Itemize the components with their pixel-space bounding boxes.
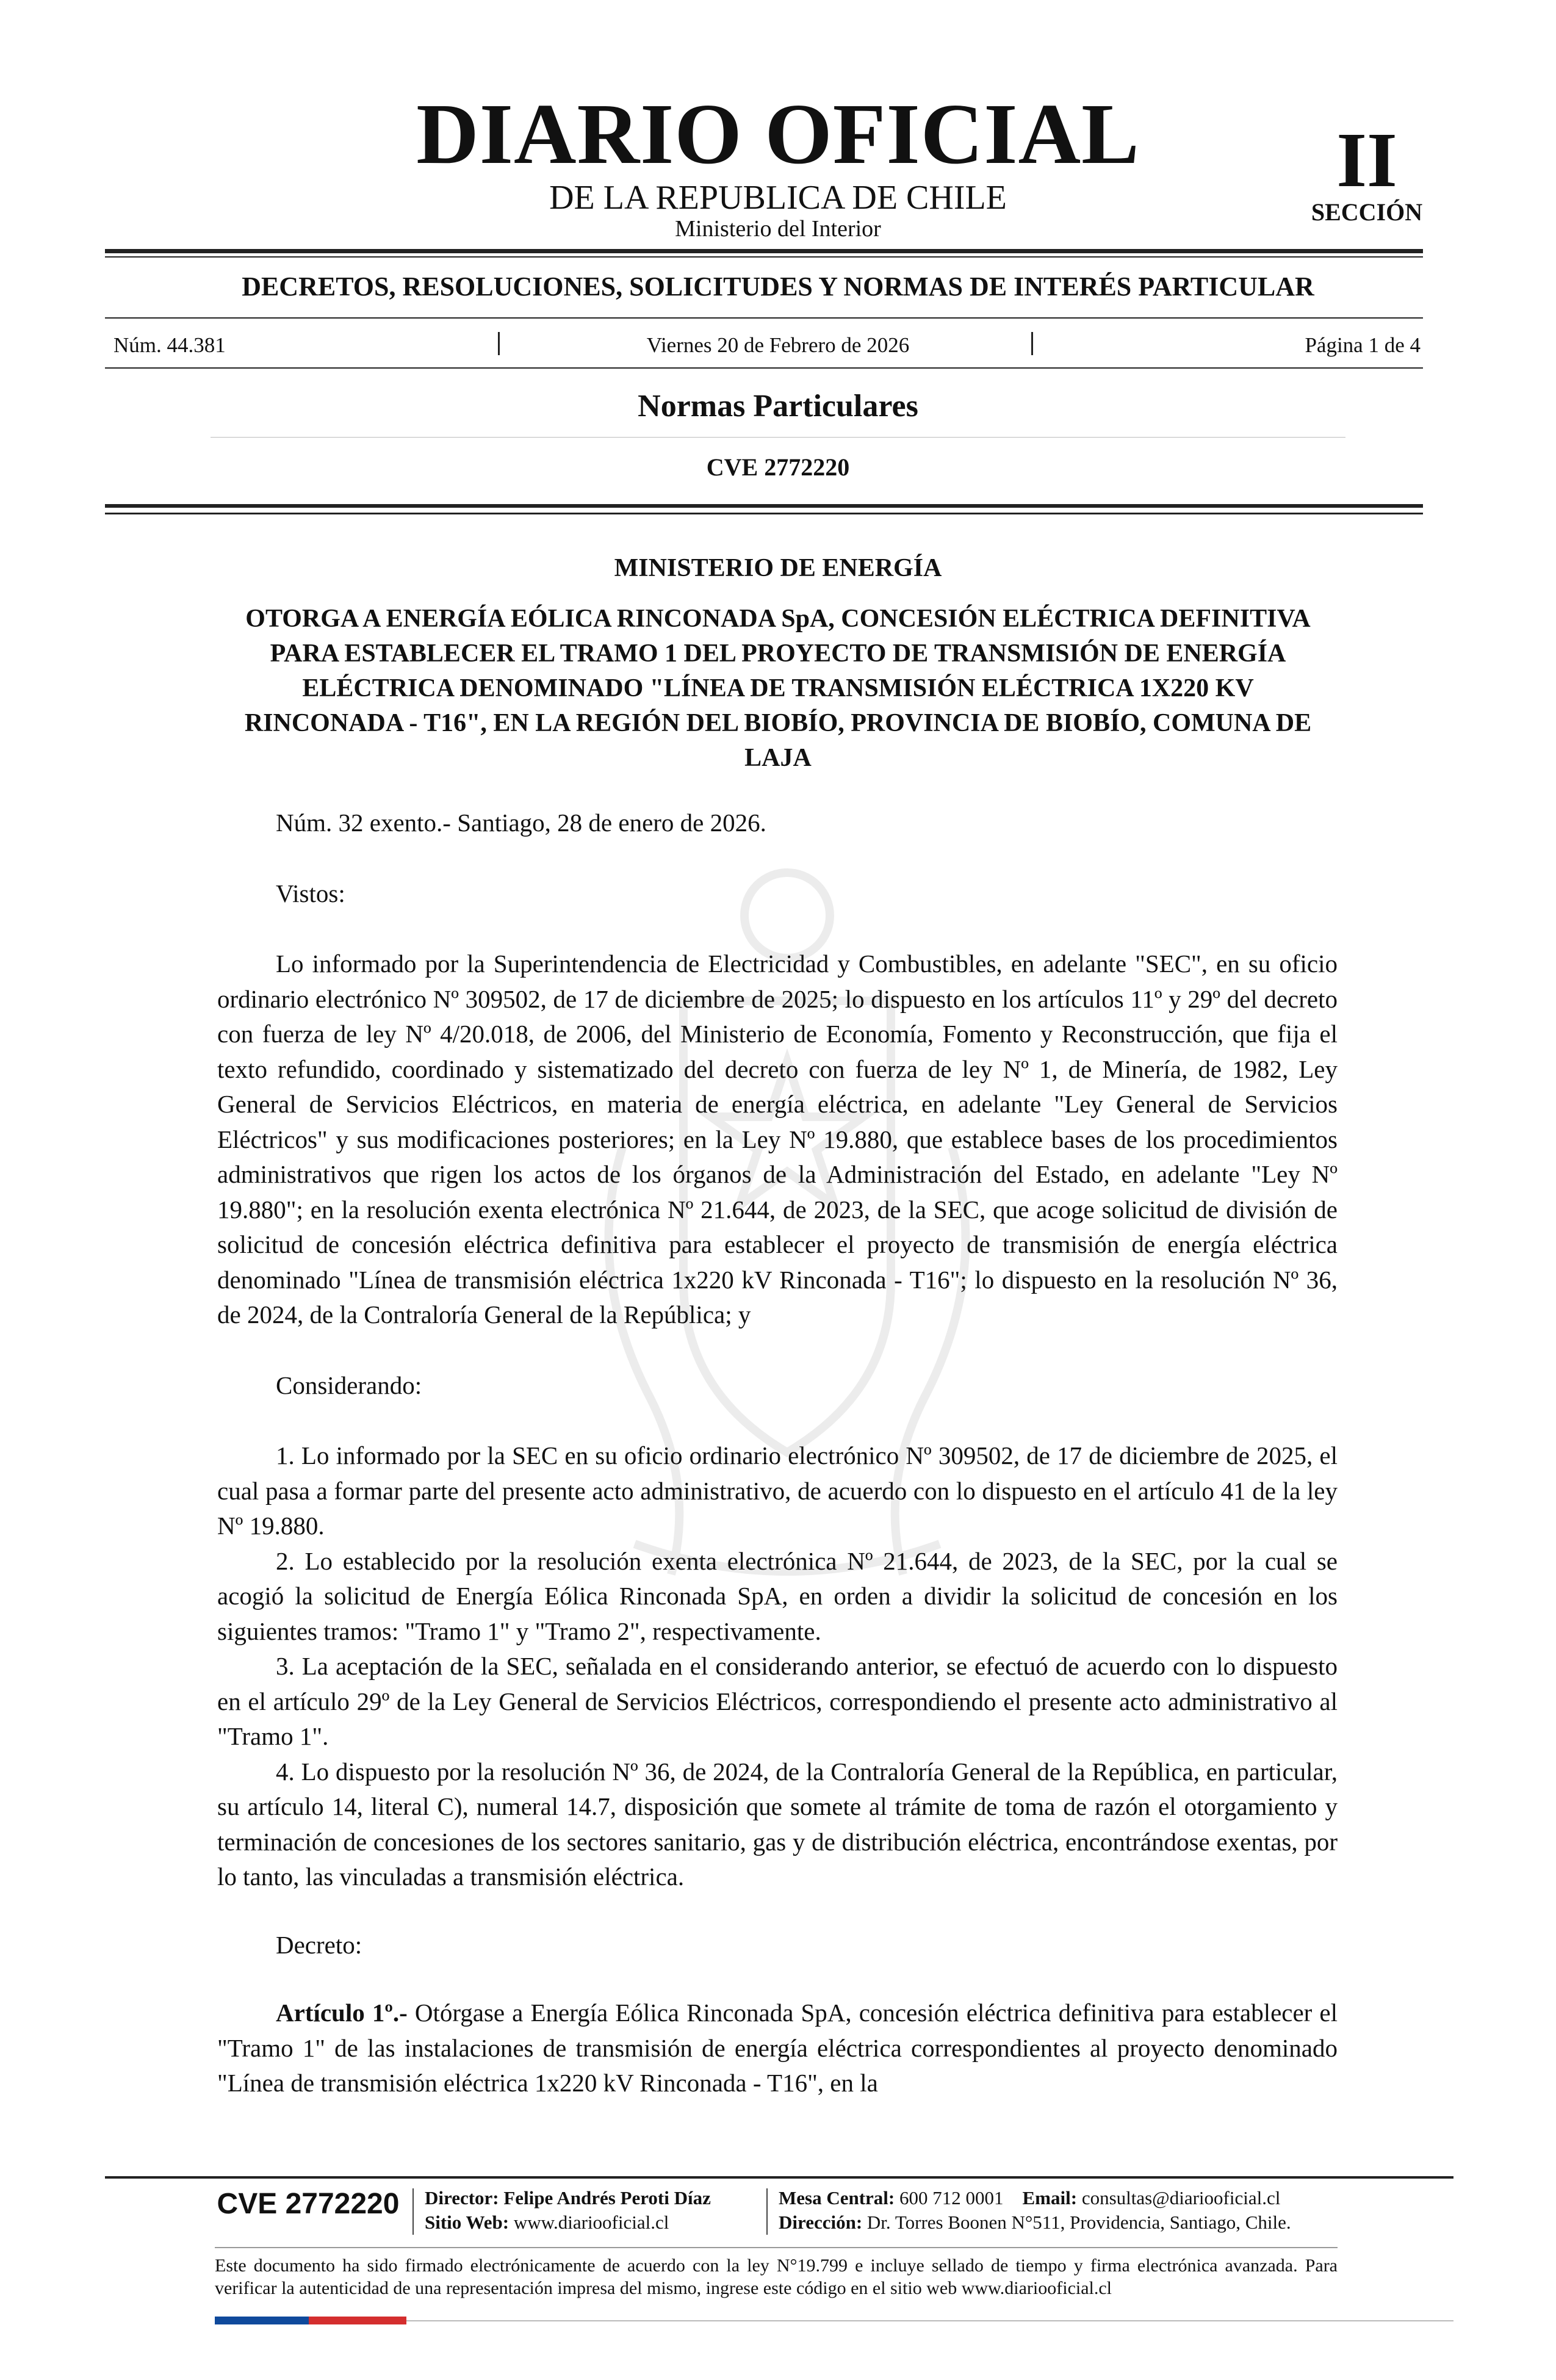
- decreto-label: Decreto:: [276, 1930, 362, 1959]
- address-label: Dirección:: [779, 2212, 863, 2233]
- vistos-label: Vistos:: [276, 879, 345, 907]
- masthead-rule-thick: [105, 249, 1423, 253]
- site-label: Sitio Web:: [425, 2212, 510, 2233]
- decree-ministry: MINISTERIO DE ENERGÍA: [614, 554, 942, 582]
- flag-stripe-red: [309, 2317, 406, 2324]
- footer-cve-code: CVE 2772220: [217, 2188, 400, 2220]
- article-1-heading: Artículo 1º.-: [276, 1999, 408, 2027]
- vistos-paragraph: Lo informado por la Superintendencia de Electricidad y Combustibles, en adelante "SEC", en su oficio ordinario electrónico Nº 309502, de 17 de diciembre de 2025; lo dispuesto en los artículos 11º y 29º del decreto con fuerza de ley Nº 4/20.018, de 2006, del Ministerio de Economía, Fomento y Reconstrucción, que fija el texto refundido, coordinado y sistematizado del decreto con fuerza de ley Nº 1, de Minería, de 1982, Ley General de Servicios Eléctricos, en materia de energía eléctrica, en adelante "Ley General de Servicios Eléctricos" y sus modificaciones posteriores; en la Ley Nº 19.880, que establece bases de los procedimientos administrativos que rigen los actos de los órganos de la Administración del Estado, en adelante "Ley Nº 19.880"; en la resolución exenta electrónica Nº 21.644, de 2023, de la SEC, que acoge solicitud de división de solicitud de concesión eléctrica definitiva para establecer el proyecto de transmisión de energía eléctrica denominado "Línea de transmisión eléctrica 1x220 kV Rinconada - T16"; lo dispuesto en la resolución Nº 36, de 2024, de la Contraloría General de la República; y: [217, 950, 1338, 1329]
- masthead-ministry: Ministerio del Interior: [675, 216, 881, 242]
- decree-number-line: Núm. 32 exento.- Santiago, 28 de enero de 2026.: [276, 809, 766, 837]
- footer-bottom-rule: [406, 2320, 1453, 2321]
- considerando-label: Considerando:: [276, 1371, 422, 1399]
- address-value: Dr. Torres Boonen N°511, Providencia, Santiago, Chile.: [866, 2212, 1291, 2233]
- mesa-label: Mesa Central:: [779, 2187, 895, 2209]
- mesa-phone: 600 712 0001: [899, 2187, 1004, 2209]
- masthead-subtitle: DE LA REPUBLICA DE CHILE: [549, 179, 1007, 217]
- section-number: II: [1336, 117, 1397, 203]
- category-heading: DECRETOS, RESOLUCIONES, SOLICITUDES Y NORMAS DE INTERÉS PARTICULAR: [242, 272, 1314, 301]
- footer-contact-left: [425, 2186, 711, 2235]
- site-link[interactable]: www.diariooficial.cl: [513, 2212, 669, 2233]
- article-1: [217, 1996, 1338, 2101]
- considerando-item: 4. Lo dispuesto por la resolución Nº 36, de 2024, de la Contraloría General de la República, en particular, su artículo 14, literal C), numeral 14.7, disposición que somete al trámite de toma de razón el otorgamiento y terminación de concesiones de los sectores sanitario, gas y de distribución eléctrica, encontrándose exentas, por lo tanto, las vinculadas a transmisión eléctrica.: [217, 1757, 1338, 1891]
- legal-notice: Este documento ha sido firmado electrónicamente de acuerdo con la ley N°19.799 e incluye sellado de tiempo y firma electrónica avanzada. Para verificar la autenticidad de una representación impresa del mismo, ingrese este código en el sitio web www.diariooficial.cl: [215, 2256, 1338, 2298]
- header-rule-thick: [105, 504, 1423, 508]
- issue-date: Viernes 20 de Febrero de 2026: [646, 333, 910, 357]
- article-1-text: Otórgase a Energía Eólica Rinconada SpA, concesión eléctrica definitiva para establecer el "Tramo 1" de las instalaciones de transmisión de energía eléctrica correspondientes al proyecto denominado "Línea de transmisión eléctrica 1x220 kV Rinconada - T16", en la: [217, 1999, 1338, 2097]
- considerando-item: 1. Lo informado por la SEC en su oficio ordinario electrónico Nº 309502, de 17 de diciembre de 2025, el cual pasa a formar parte del presente acto administrativo, de acuerdo con lo dispuesto en el artículo 41 de la ley Nº 19.880.: [217, 1441, 1338, 1540]
- section-heading: Normas Particulares: [638, 389, 918, 424]
- footer-separator: [766, 2188, 768, 2235]
- meta-rule-bottom: [105, 367, 1423, 369]
- section-heading-rule: [211, 437, 1345, 438]
- decree-title: OTORGA A ENERGÍA EÓLICA RINCONADA SpA, CONCESIÓN ELÉCTRICA DEFINITIVA PARA ESTABLECER EL TRAMO 1 DEL PROYECTO DE TRANSMISIÓN DE ENERGÍA ELÉCTRICA DENOMINADO "LÍNEA DE TRANSMISIÓN ELÉCTRICA 1X220 KV RINCONADA - T16", EN LA REGIÓN DEL BIOBÍO, PROVINCIA DE BIOBÍO, COMUNA DE LAJA: [244, 605, 1312, 772]
- issue-number: Núm. 44.381: [113, 333, 226, 357]
- director-name: Felipe Andrés Peroti Díaz: [503, 2187, 711, 2209]
- considerando-item: 3. La aceptación de la SEC, señalada en el considerando anterior, se efectuó de acuerdo con lo dispuesto en el artículo 29º de la Ley General de Servicios Eléctricos, correspondiendo el presente acto administrativo al "Tramo 1".: [217, 1652, 1338, 1750]
- flag-stripe-blue: [215, 2317, 309, 2324]
- page-indicator: Página 1 de 4: [1305, 333, 1421, 357]
- cve-code: CVE 2772220: [706, 453, 850, 481]
- decree-body: [217, 806, 1338, 2101]
- considerando-item: 2. Lo establecido por la resolución exenta electrónica Nº 21.644, de 2023, de la SEC, por la cual se acogió la solicitud de Energía Eólica Rinconada SpA, en orden a dividir la solicitud de concesión en los siguientes tramos: "Tramo 1" y "Tramo 2", respectivamente.: [217, 1546, 1338, 1645]
- masthead-rule-thin: [105, 256, 1423, 258]
- footer-contact-right: [779, 2186, 1291, 2235]
- director-label: Director:: [425, 2187, 499, 2209]
- masthead-title: DIARIO OFICIAL: [416, 85, 1140, 182]
- footer-separator: [412, 2188, 414, 2235]
- footer-rule-thin: [215, 2247, 1338, 2248]
- email-link[interactable]: consultas@diariooficial.cl: [1081, 2187, 1281, 2209]
- meta-separator: [1031, 332, 1033, 355]
- email-label: Email:: [1022, 2187, 1078, 2209]
- footer-rule: [105, 2176, 1453, 2179]
- header-rule-thin: [105, 513, 1423, 514]
- section-label: SECCIÓN: [1311, 198, 1423, 226]
- meta-rule-top: [105, 317, 1423, 319]
